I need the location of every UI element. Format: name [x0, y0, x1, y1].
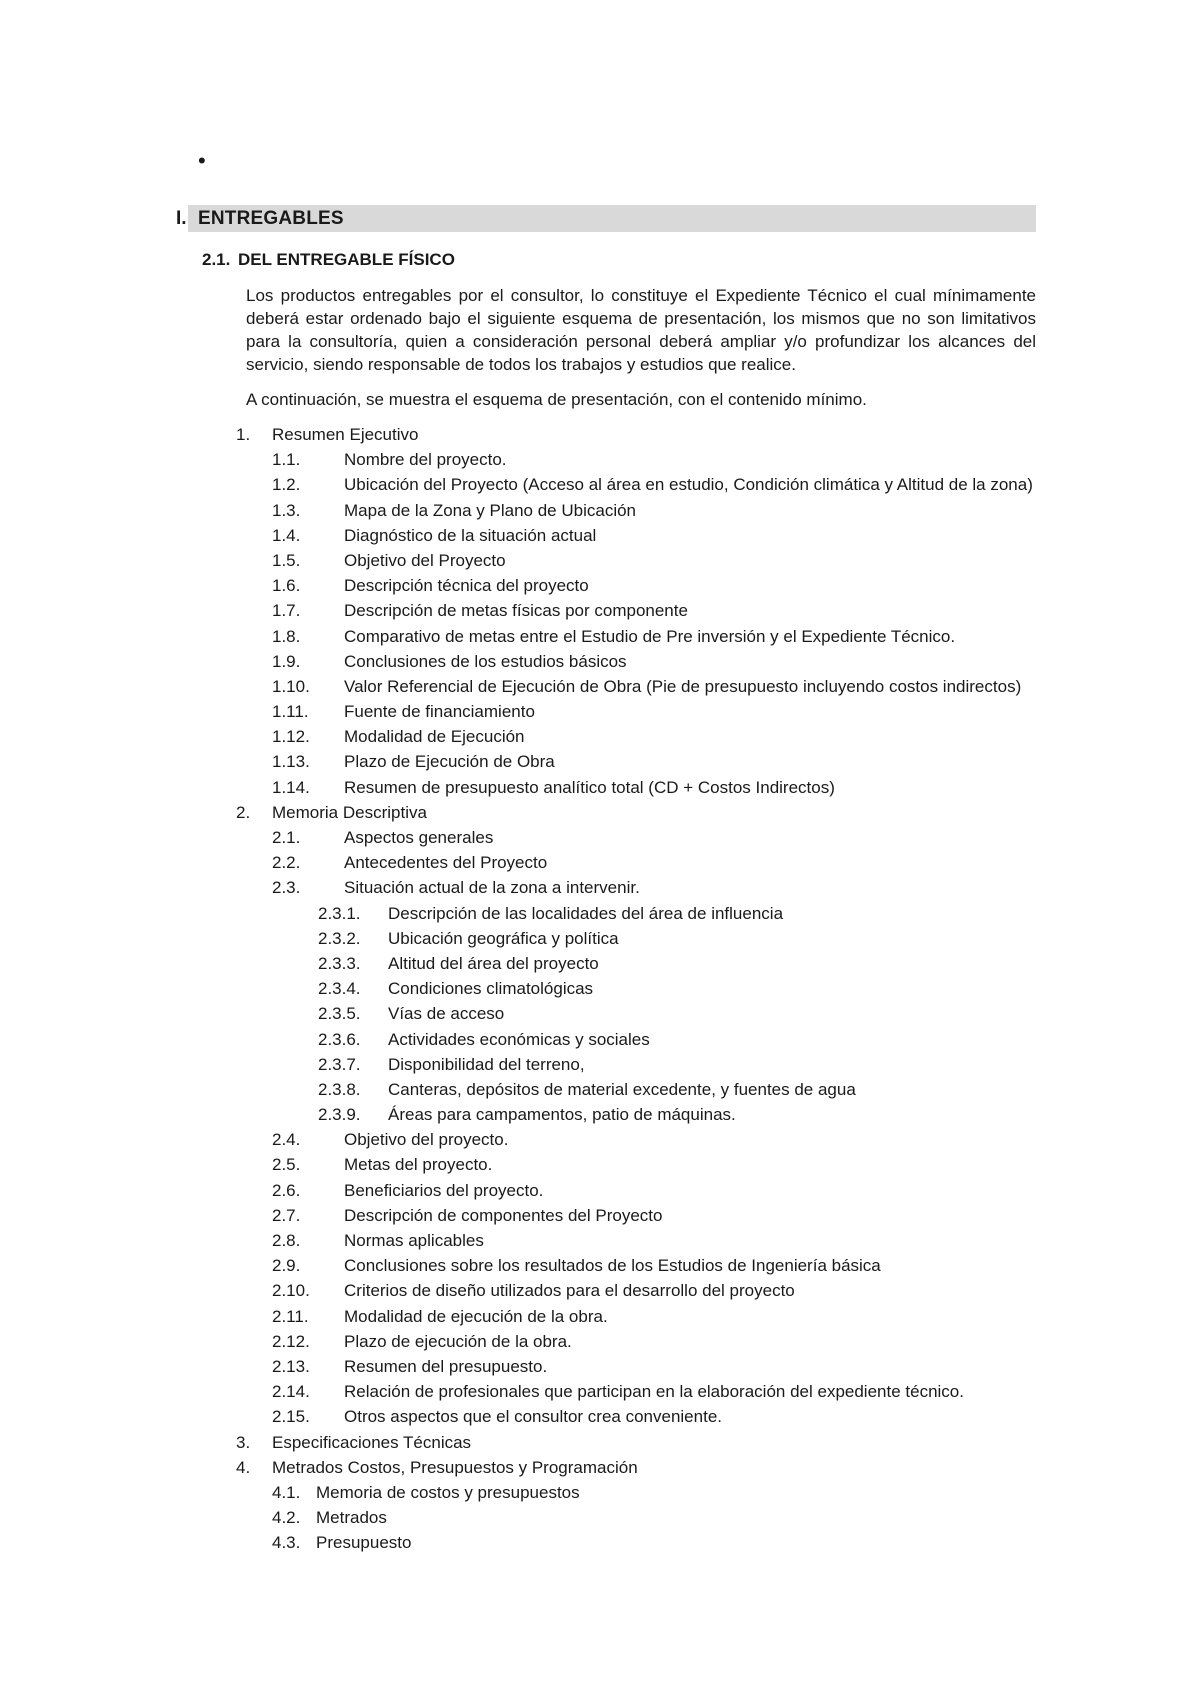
list-item: 1.9. Conclusiones de los estudios básicos [272, 651, 627, 671]
subsection-title: DEL ENTREGABLE FÍSICO [238, 250, 455, 269]
list-item: 1.10. Valor Referencial de Ejecución de Obra (Pie de presupuesto incluyendo costos indirectos) [272, 676, 1022, 696]
scheme-intro-paragraph: A continuación, se muestra el esquema de presentación, con el contenido mínimo. [246, 390, 867, 409]
bullet-mark: • [198, 148, 206, 173]
list-item: 2.3.5. Vías de acceso [318, 1004, 505, 1024]
list-item: 2.5. Metas del proyecto. [272, 1155, 493, 1175]
list-item: 1.13. Plazo de Ejecución de Obra [272, 752, 555, 772]
list-item: 2.3.3. Altitud del área del proyecto [318, 953, 599, 973]
list-item: 2. Memoria Descriptiva [236, 802, 427, 822]
list-item: 2.3.6. Actividades económicas y sociales [318, 1029, 650, 1049]
list-item: 2.3.1. Descripción de las localidades del área de influencia [318, 903, 784, 923]
intro-paragraph: Los productos entregables por el consultor, lo constituye el Expediente Técnico el cual mínimamente deberá estar ordenado bajo el siguiente esquema de presentación, los mismos que no son limitativos para la consultoría, quien a consideración personal deberá ampliar y/o profundizar los alcances del servicio, siendo responsable de todos los trabajos y estudios que realice. [246, 286, 1036, 374]
list-item: 1.8. Comparativo de metas entre el Estudio de Pre inversión y el Expediente Técnico. [272, 626, 956, 646]
list-item: 2.3.8. Canteras, depósitos de material excedente, y fuentes de agua [318, 1079, 856, 1099]
list-item: 2.8. Normas aplicables [272, 1231, 484, 1250]
list-item: 1.1. Nombre del proyecto. [272, 450, 507, 470]
section-number: I. [176, 208, 187, 229]
list-item: 4.2. Metrados [272, 1508, 387, 1528]
list-item: 4.1. Memoria de costos y presupuestos [272, 1482, 580, 1502]
section-heading [176, 205, 1036, 232]
list-item: 4. Metrados Costos, Presupuestos y Programación [236, 1457, 638, 1477]
list-item: 2.7. Descripción de componentes del Proyecto [272, 1205, 663, 1225]
list-item: 1.12. Modalidad de Ejecución [272, 727, 525, 747]
list-item: 1.14. Resumen de presupuesto analítico total (CD + Costos Indirectos) [272, 777, 835, 797]
list-item: 1.4. Diagnóstico de la situación actual [272, 525, 597, 545]
list-item: 1.7. Descripción de metas físicas por componente [272, 601, 688, 621]
list-item: 2.11. Modalidad de ejecución de la obra. [272, 1306, 608, 1326]
list-item: 2.3.2. Ubicación geográfica y política [318, 928, 619, 948]
list-item: 2.3. Situación actual de la zona a intervenir. [272, 878, 640, 898]
list-item: 1.6. Descripción técnica del proyecto [272, 576, 589, 596]
list-item: 2.3.9. Áreas para campamentos, patio de máquinas. [318, 1105, 736, 1125]
list-item: 2.13. Resumen del presupuesto. [272, 1356, 548, 1376]
list-item: 2.10. Criterios de diseño utilizados para el desarrollo del proyecto [272, 1281, 795, 1301]
list-item: 4.3. Presupuesto [272, 1533, 412, 1553]
list-item: 2.9. Conclusiones sobre los resultados de los Estudios de Ingeniería básica [272, 1256, 881, 1276]
list-item: 2.6. Beneficiarios del proyecto. [272, 1180, 544, 1200]
subsection-number: 2.1. [202, 250, 231, 269]
section-title: ENTREGABLES [198, 208, 344, 229]
list-item: 1.3. Mapa de la Zona y Plano de Ubicación [272, 500, 637, 520]
list-item: 1.2. Ubicación del Proyecto (Acceso al área en estudio, Condición climática y Altitud de la zona) [272, 475, 1033, 495]
list-item: 1. Resumen Ejecutivo [236, 425, 419, 444]
list-item: 2.4. Objetivo del proyecto. [272, 1130, 509, 1150]
subsection-heading [202, 248, 455, 272]
list-item: 1.11. Fuente de financiamiento [272, 702, 535, 722]
section-heading-shading [188, 205, 1036, 232]
list-item: 2.2. Antecedentes del Proyecto [272, 853, 548, 873]
list-item: 2.15. Otros aspectos que el consultor crea conveniente. [272, 1407, 722, 1427]
list-item: 2.3.4. Condiciones climatológicas [318, 979, 594, 999]
list-item: 2.1. Aspectos generales [272, 828, 494, 847]
list-item: 3. Especificaciones Técnicas [236, 1432, 472, 1452]
list-item: 2.3.7. Disponibilidad del terreno, [318, 1054, 585, 1074]
list-item: 2.14. Relación de profesionales que participan en la elaboración del expediente técnico. [272, 1382, 964, 1402]
list-item: 2.12. Plazo de ejecución de la obra. [272, 1331, 572, 1351]
list-item: 1.5. Objetivo del Proyecto [272, 550, 506, 570]
content-outline [0, 422, 1200, 1555]
